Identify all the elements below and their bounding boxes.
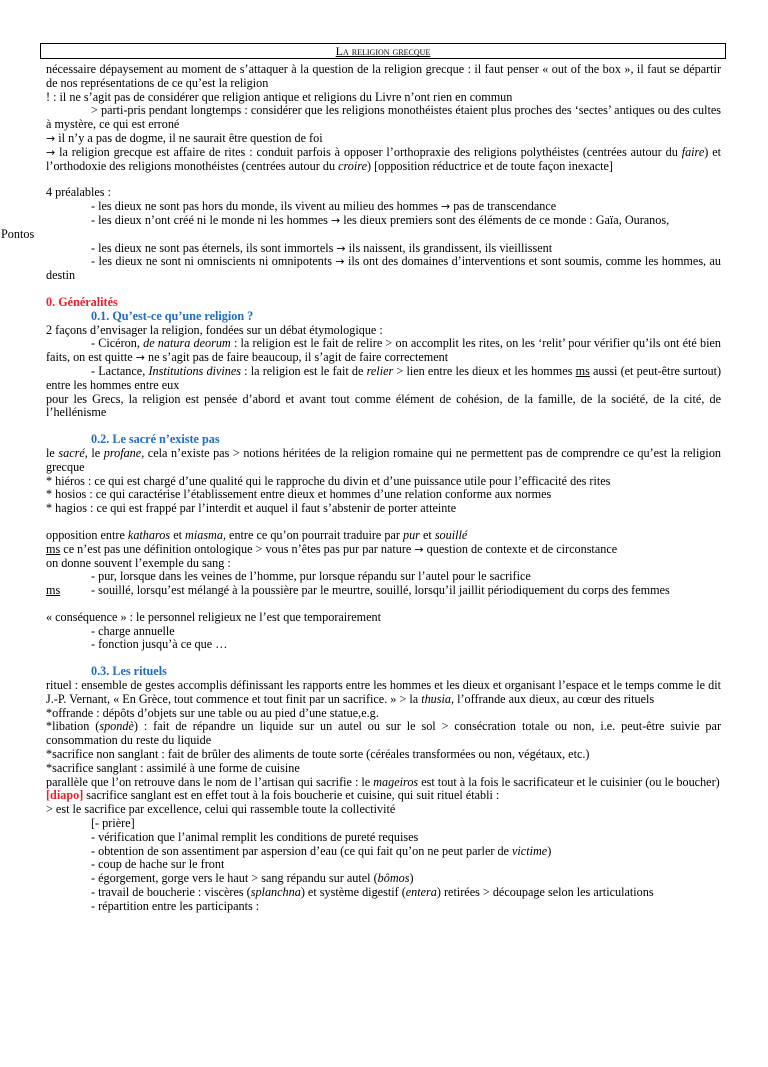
page-title: La religion grecque: [40, 43, 726, 59]
text-line: > est le sacrifice par excellence, celui qui rassemble toute la collectivité: [46, 802, 396, 817]
prealable-item: - les dieux ne sont ni omniscients ni omnipotents → ils ont des domaines d’interventions et sont soumis, comme les hommes, au destin: [46, 254, 721, 283]
text-line: ms ce n’est pas une définition ontologique > vous n’êtes pas pur par nature → question de contexte et de circonstance: [46, 541, 618, 556]
list-item: - obtention de son assentiment par aspersion d’eau (ce qui fait qu’on ne peut parler de victime): [91, 843, 552, 858]
text-line: *libation (spondè) : fait de répandre un liquide sur un autel ou sur le sol > consécration totale ou non, i.e. peut-être suivie par consommation du reste du liquide: [46, 719, 721, 748]
arrow-icon: →: [330, 213, 341, 227]
intro-bias: > parti-pris pendant longtemps : considérer que les religions monothéistes étaient plus proches des ‘sectes’ antiques ou des cultes à mystère, ce qui est erroné: [46, 103, 721, 132]
text-line: - Lactance, Institutions divines : la religion est le fait de relier > lien entre les dieux et les hommes ms aussi (et peut-être surtout) entre les hommes entre eux: [46, 363, 722, 392]
arrow-icon: →: [135, 351, 145, 365]
text-line: rituel : ensemble de gestes accomplis définissant les rapports entre les hommes et les dieux et organisant l’espace et le temps comme le dit J.-P. Vernant, « En Grèce, tout commence et tout finit par un sacrifice. » > la thusia, l’offrande aux dieux, au cœur des rituels: [46, 678, 721, 706]
text-line: pour les Grecs, la religion est pensée d’abord et avant tout comme élément de cohésion, de la famille, de la société, de la cité, de l’hellénisme: [46, 391, 721, 420]
intro-paragraph: nécessaire dépaysement au moment de s’attaquer à la question de la religion grecque : il faut penser « out of the box », il faut se départir de nos représentations de ce qu’est la religion: [46, 62, 721, 90]
document-page: [0, 43, 768, 914]
text-line: - charge annuelle: [91, 623, 175, 638]
arrow-icon: →: [46, 131, 56, 145]
text-line: * hiéros : ce qui est chargé d’une qualité qui le rapproche du divin et d’une puissance utile pour l’efficacité des rites: [46, 473, 611, 488]
text-line: - fonction jusqu’à ce que …: [91, 637, 228, 652]
text-line: parallèle que l’on retrouve dans le nom de l’artisan qui sacrifie : le mageiros est tout à la fois le sacrificateur et le cuisinier (ou le boucher): [46, 774, 720, 789]
prealables-heading: 4 préalables :: [46, 185, 111, 200]
text-line: ms - souillé, lorsqu’est mélangé à la poussière par le meurtre, souillé, lorsqu’il jaillit périodiquement du corps des femmes: [46, 583, 670, 598]
text-line: [diapo] sacrifice sanglant est en effet tout à la fois boucherie et cuisine, qui suit rituel établi :: [46, 788, 500, 803]
subsection-heading-rituels: 0.3. Les rituels: [91, 664, 167, 679]
text-line: *offrande : dépôts d’objets sur une table ou au pied d’une statue,e.g.: [46, 705, 379, 720]
intro-warning: ! : il ne s’agit pas de considérer que religion antique et religions du Livre n’ont rien en commun: [46, 89, 513, 104]
intro-rites: → la religion grecque est affaire de rites : conduit parfois à opposer l’orthopraxie des religions polythéistes (centrées autour du faire) et l’orthodoxie des religions monothéistes (centrées autour du croire) [opposition réductrice et de toute façon inexacte]: [46, 144, 722, 173]
list-item: - coup de hache sur le front: [91, 857, 225, 872]
text-line: - pur, lorsque dans les veines de l’homme, pur lorsque répandu sur l’autel pour le sacrifice: [91, 569, 531, 584]
text-line: * hagios : ce qui est frappé par l’interdit et auquel il faut s’abstenir de porter atteinte: [46, 501, 457, 516]
list-item: - travail de boucherie : viscères (splanchna) et système digestif (entera) retirées > découpage selon les articulations: [91, 885, 654, 900]
list-item: [- prière]: [91, 816, 135, 831]
arrow-icon: →: [414, 542, 424, 556]
list-item: - répartition entre les participants :: [91, 898, 260, 913]
subsection-heading-religion: 0.1. Qu’est-ce qu’une religion ?: [91, 308, 254, 323]
text-line: 2 façons d’envisager la religion, fondées sur un débat étymologique :: [46, 322, 383, 337]
subsection-heading-sacre: 0.2. Le sacré n’existe pas: [91, 432, 220, 447]
arrow-icon: →: [46, 145, 56, 159]
text-line: - Cicéron, de natura deorum : la religion est le fait de relire > on accomplit les rites, on les ‘relit’ pour vérifier qu’ils ont été bien faits, on est quitte → ne s’agit pas de faire beaucoup, il s’agit de faire correctement: [46, 336, 722, 365]
prealable-item: - les dieux ne sont pas hors du monde, ils vivent au milieu des hommes → pas de transcendance: [91, 199, 557, 214]
arrow-icon: →: [441, 200, 451, 214]
text-line: *sacrifice sanglant : assimilé à une forme de cuisine: [46, 760, 300, 775]
list-item: - vérification que l’animal remplit les conditions de pureté requises: [91, 829, 419, 844]
document-body: [1, 62, 722, 914]
text-line: « conséquence » : le personnel religieux ne l’est que temporairement: [46, 609, 382, 624]
intro-dogma: → il n’y a pas de dogme, il ne saurait être question de foi: [46, 130, 323, 145]
section-heading-generalites: 0. Généralités: [46, 294, 118, 309]
text-line: on donne souvent l’exemple du sang :: [46, 555, 231, 570]
prealable-item: - les dieux n’ont créé ni le monde ni les hommes → les dieux premiers sont des éléments de ce monde : Gaïa, Ouranos, Pontos: [1, 212, 670, 241]
text-line: *sacrifice non sanglant : fait de brûler des aliments de toute sorte (céréales transformées ou non, végétaux, etc.): [46, 747, 590, 762]
prealable-item: - les dieux ne sont pas éternels, ils sont immortels → ils naissent, ils grandissent, ils vieillissent: [91, 240, 553, 255]
text-line: * hosios : ce qui caractérise l’établissement entre dieux et hommes d’une relation conforme aux normes: [46, 487, 552, 502]
arrow-icon: →: [335, 255, 345, 269]
list-item: - égorgement, gorge vers le haut > sang répandu sur autel (bômos): [91, 871, 414, 886]
arrow-icon: →: [336, 241, 346, 255]
text-line: opposition entre katharos et miasma, entre ce qu’on pourrait traduire par pur et souillé: [46, 527, 468, 542]
text-line: le sacré, le profane, cela n’existe pas > notions héritées de la religion romaine qui ne permettent pas de comprendre ce qu’est la religion grecque: [46, 445, 722, 474]
